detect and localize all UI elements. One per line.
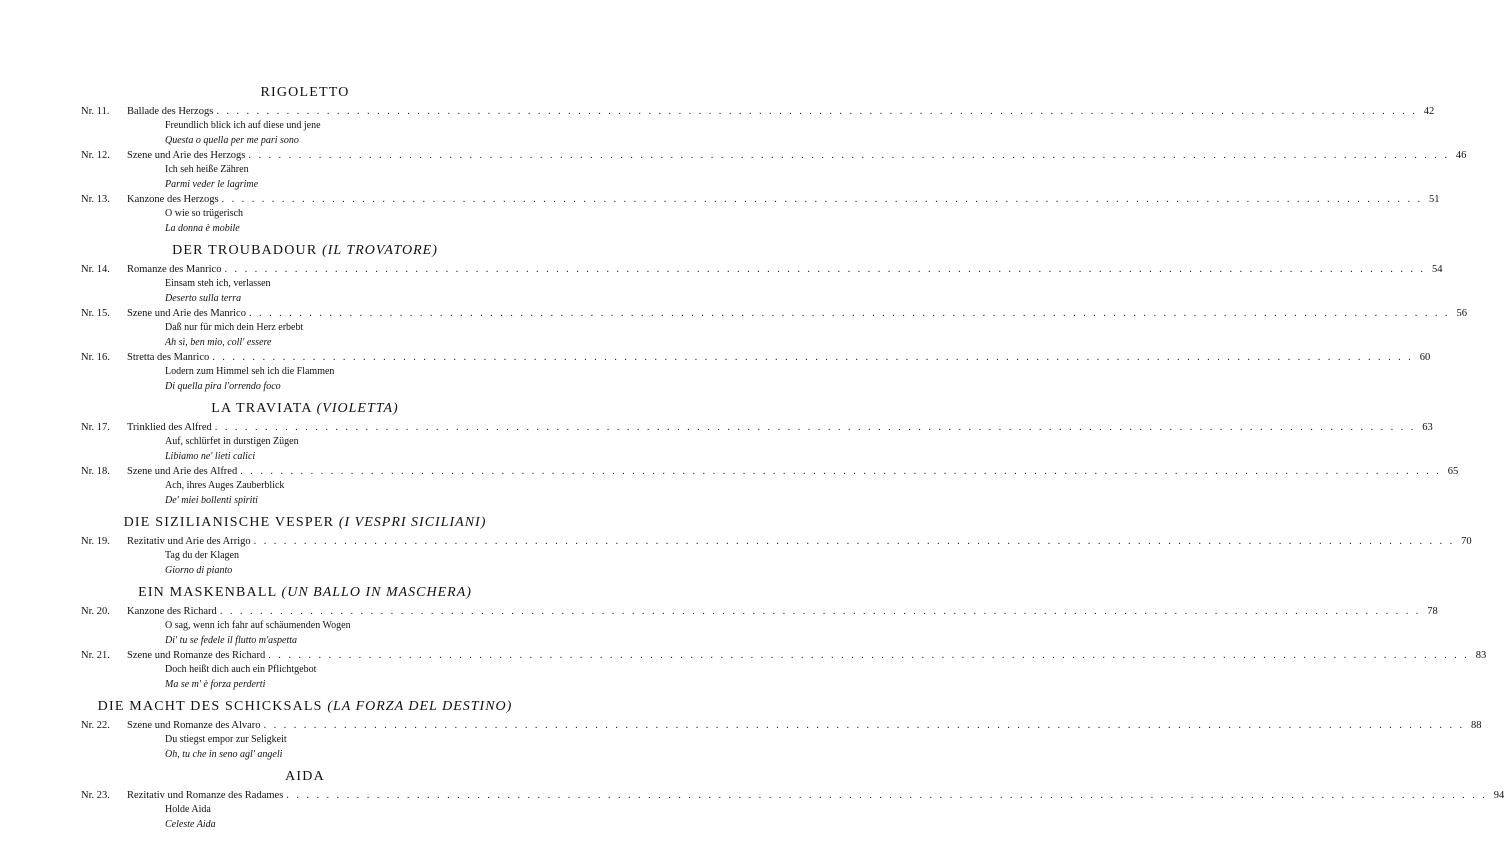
german-incipit: Einsam steh ich, verlassen [165, 278, 271, 289]
german-incipit: O wie so trügerisch [165, 208, 244, 219]
toc-entry [81, 534, 1472, 549]
toc-entry [81, 648, 1487, 663]
opera-title: RIGOLETTO [260, 85, 350, 100]
german-incipit: Freundlich blick ich auf diese und jene [165, 120, 321, 131]
dot-leader: . . . . . . . . . . . . . . . . . . . . . . . . . . . . . . . . . . . . . . . . . . . . . . . . . . . . . . . . . . . . . . . . . . . . . . . . . . . . . . . . . . . . . . . . . . . . . . . . . . . . . . . . . . . . . . . . . . . . . . . . [253, 536, 1455, 547]
page-number: 83 [1475, 650, 1487, 661]
entry-number: Nr. 20. [81, 606, 110, 617]
dot-leader: . . . . . . . . . . . . . . . . . . . . . . . . . . . . . . . . . . . . . . . . . . . . . . . . . . . . . . . . . . . . . . . . . . . . . . . . . . . . . . . . . . . . . . . . . . . . . . . . . . . . . . . . . . . . . . . . . . . . . . . . [212, 352, 1414, 363]
german-incipit: Auf, schlürfet in durstigen Zügen [165, 436, 299, 447]
german-incipit: Doch heißt dich auch ein Pflichtgebot [165, 664, 317, 675]
toc-entry [81, 350, 1431, 365]
opera-italian-title: (IL TROVATORE) [322, 243, 438, 258]
opera-title: DER TROUBADOUR [172, 243, 318, 258]
entry-number: Nr. 11. [81, 106, 110, 117]
dot-leader: . . . . . . . . . . . . . . . . . . . . . . . . . . . . . . . . . . . . . . . . . . . . . . . . . . . . . . . . . . . . . . . . . . . . . . . . . . . . . . . . . . . . . . . . . . . . . . . . . . . . . . . . . . . . . . . . . . . . . . . . [240, 466, 1442, 477]
italian-incipit: Questa o quella per me pari sono [165, 134, 299, 146]
opera-title: EIN MASKENBALL [138, 585, 277, 600]
section-title [81, 698, 529, 716]
entry-number: Nr. 15. [81, 308, 110, 319]
dot-leader: . . . . . . . . . . . . . . . . . . . . . . . . . . . . . . . . . . . . . . . . . . . . . . . . . . . . . . . . . . . . . . . . . . . . . . . . . . . . . . . . . . . . . . . . . . . . . . . . . . . . . . . . . . . . . . . . . . . . . . . . [216, 106, 1418, 117]
dot-leader: . . . . . . . . . . . . . . . . . . . . . . . . . . . . . . . . . . . . . . . . . . . . . . . . . . . . . . . . . . . . . . . . . . . . . . . . . . . . . . . . . . . . . . . . . . . . . . . . . . . . . . . . . . . . . . . . . . . . . . . . [219, 606, 1421, 617]
entry-title: Ballade des Herzogs [127, 106, 214, 117]
italian-incipit: Giorno di pianto [165, 564, 233, 576]
italian-incipit: Deserto sulla terra [165, 292, 242, 304]
page-number: 94 [1493, 790, 1504, 801]
entry-title: Kanzone des Herzogs [127, 194, 219, 205]
italian-incipit: Ah sì, ben mio, coll' essere [165, 336, 272, 348]
entry-number: Nr. 17. [81, 422, 110, 433]
toc-entry [81, 104, 1435, 119]
entry-title: Szene und Arie des Manrico [127, 308, 246, 319]
italian-incipit: La donna è mobile [165, 222, 240, 234]
dot-leader: . . . . . . . . . . . . . . . . . . . . . . . . . . . . . . . . . . . . . . . . . . . . . . . . . . . . . . . . . . . . . . . . . . . . . . . . . . . . . . . . . . . . . . . . . . . . . . . . . . . . . . . . . . . . . . . . . . . . . . . . [268, 650, 1470, 661]
entry-title: Stretta des Manrico [127, 352, 210, 363]
page-number: 42 [1423, 106, 1435, 117]
opera-title: DIE MACHT DES SCHICKSALS [97, 699, 323, 714]
dot-leader: . . . . . . . . . . . . . . . . . . . . . . . . . . . . . . . . . . . . . . . . . . . . . . . . . . . . . . . . . . . . . . . . . . . . . . . . . . . . . . . . . . . . . . . . . . . . . . . . . . . . . . . . . . . . . . . . . . . . . . . . [263, 720, 1465, 731]
page-number: 46 [1455, 150, 1467, 161]
entry-number: Nr. 12. [81, 150, 110, 161]
entry-number: Nr. 21. [81, 650, 110, 661]
table-of-contents [81, 84, 1504, 832]
toc-entry [81, 718, 1482, 733]
toc-entry [81, 262, 1443, 277]
entry-title: Kanzone des Richard [127, 606, 217, 617]
opera-italian-title: (I VESPRI SICILIANI) [338, 515, 487, 530]
page-number: 56 [1456, 308, 1467, 319]
page-number: 65 [1447, 466, 1459, 477]
entry-number: Nr. 14. [81, 264, 110, 275]
entry-title: Szene und Romanze des Richard [127, 650, 266, 661]
entry-title: Szene und Romanze des Alvaro [127, 720, 261, 731]
opera-title: AIDA [285, 769, 325, 784]
opera-italian-title: (UN BALLO IN MASCHERA) [281, 585, 472, 600]
section-title [81, 584, 529, 602]
entry-title: Rezitativ und Arie des Arrigo [127, 536, 251, 547]
italian-incipit: Di' tu se fedele il flutto m'aspetta [165, 634, 298, 646]
entry-title: Szene und Arie des Herzogs [127, 150, 246, 161]
page-number: 88 [1471, 720, 1482, 731]
page-number: 63 [1422, 422, 1433, 433]
toc-entry [81, 420, 1433, 435]
entry-number: Nr. 16. [81, 352, 110, 363]
german-incipit: Lodern zum Himmel seh ich die Flammen [165, 366, 335, 377]
entry-title: Rezitativ und Romanze des Radames [127, 790, 284, 801]
german-incipit: Du stiegst empor zur Seligkeit [165, 734, 287, 745]
dot-leader: . . . . . . . . . . . . . . . . . . . . . . . . . . . . . . . . . . . . . . . . . . . . . . . . . . . . . . . . . . . . . . . . . . . . . . . . . . . . . . . . . . . . . . . . . . . . . . . . . . . . . . . . . . . . . . . . . . . . . . . . [248, 308, 1450, 319]
page-number: 51 [1429, 194, 1440, 205]
german-incipit: Ach, ihres Auges Zauberblick [165, 480, 285, 491]
opera-title: LA TRAVIATA [211, 401, 312, 416]
dot-leader: . . . . . . . . . . . . . . . . . . . . . . . . . . . . . . . . . . . . . . . . . . . . . . . . . . . . . . . . . . . . . . . . . . . . . . . . . . . . . . . . . . . . . . . . . . . . . . . . . . . . . . . . . . . . . . . . . . . . . . . . [286, 790, 1488, 801]
dot-leader: . . . . . . . . . . . . . . . . . . . . . . . . . . . . . . . . . . . . . . . . . . . . . . . . . . . . . . . . . . . . . . . . . . . . . . . . . . . . . . . . . . . . . . . . . . . . . . . . . . . . . . . . . . . . . . . . . . . . . . . . [214, 422, 1416, 433]
dot-leader: . . . . . . . . . . . . . . . . . . . . . . . . . . . . . . . . . . . . . . . . . . . . . . . . . . . . . . . . . . . . . . . . . . . . . . . . . . . . . . . . . . . . . . . . . . . . . . . . . . . . . . . . . . . . . . . . . . . . . . . . [221, 194, 1423, 205]
toc-entry [81, 464, 1459, 479]
toc-entry [81, 604, 1438, 619]
entry-number: Nr. 19. [81, 536, 110, 547]
page-number: 54 [1431, 264, 1443, 275]
italian-incipit: Di quella pira l'orrendo foco [165, 380, 281, 392]
italian-incipit: De' miei bollenti spiriti [165, 494, 258, 506]
italian-incipit: Libiamo ne' lieti calici [165, 450, 256, 462]
section-title [81, 768, 529, 786]
entry-number: Nr. 23. [81, 790, 110, 801]
section-title [81, 242, 529, 260]
italian-incipit: Ma se m' è forza perderti [165, 678, 266, 690]
german-incipit: Holde Aida [165, 804, 211, 815]
page-number: 60 [1419, 352, 1431, 363]
section-title [81, 84, 529, 102]
dot-leader: . . . . . . . . . . . . . . . . . . . . . . . . . . . . . . . . . . . . . . . . . . . . . . . . . . . . . . . . . . . . . . . . . . . . . . . . . . . . . . . . . . . . . . . . . . . . . . . . . . . . . . . . . . . . . . . . . . . . . . . . [224, 264, 1426, 275]
italian-incipit: Oh, tu che in seno agl' angeli [165, 748, 283, 760]
page-number: 70 [1461, 536, 1472, 547]
toc-entry [81, 306, 1467, 321]
opera-title: DIE SIZILIANISCHE VESPER [123, 515, 335, 530]
page-number: 78 [1427, 606, 1438, 617]
section-title [81, 514, 529, 532]
toc-entry [81, 788, 1504, 803]
italian-incipit: Celeste Aida [165, 818, 216, 830]
opera-italian-title: (LA FORZA DEL DESTINO) [327, 699, 513, 714]
german-incipit: Ich seh heiße Zähren [165, 164, 249, 175]
german-incipit: Tag du der Klagen [165, 550, 239, 561]
section-title [81, 400, 529, 418]
dot-leader: . . . . . . . . . . . . . . . . . . . . . . . . . . . . . . . . . . . . . . . . . . . . . . . . . . . . . . . . . . . . . . . . . . . . . . . . . . . . . . . . . . . . . . . . . . . . . . . . . . . . . . . . . . . . . . . . . . . . . . . . [248, 150, 1450, 161]
entry-number: Nr. 18. [81, 466, 110, 477]
entry-title: Trinklied des Alfred [127, 422, 212, 433]
italian-incipit: Parmi veder le lagrime [165, 178, 259, 190]
opera-italian-title: (VIOLETTA) [316, 401, 399, 416]
entry-title: Szene und Arie des Alfred [127, 466, 238, 477]
german-incipit: O sag, wenn ich fahr auf schäumenden Wogen [165, 620, 351, 631]
entry-number: Nr. 13. [81, 194, 110, 205]
entry-title: Romanze des Manrico [127, 264, 222, 275]
german-incipit: Daß nur für mich dein Herz erbebt [165, 322, 304, 333]
toc-entry [81, 192, 1440, 207]
entry-number: Nr. 22. [81, 720, 110, 731]
toc-entry [81, 148, 1467, 163]
